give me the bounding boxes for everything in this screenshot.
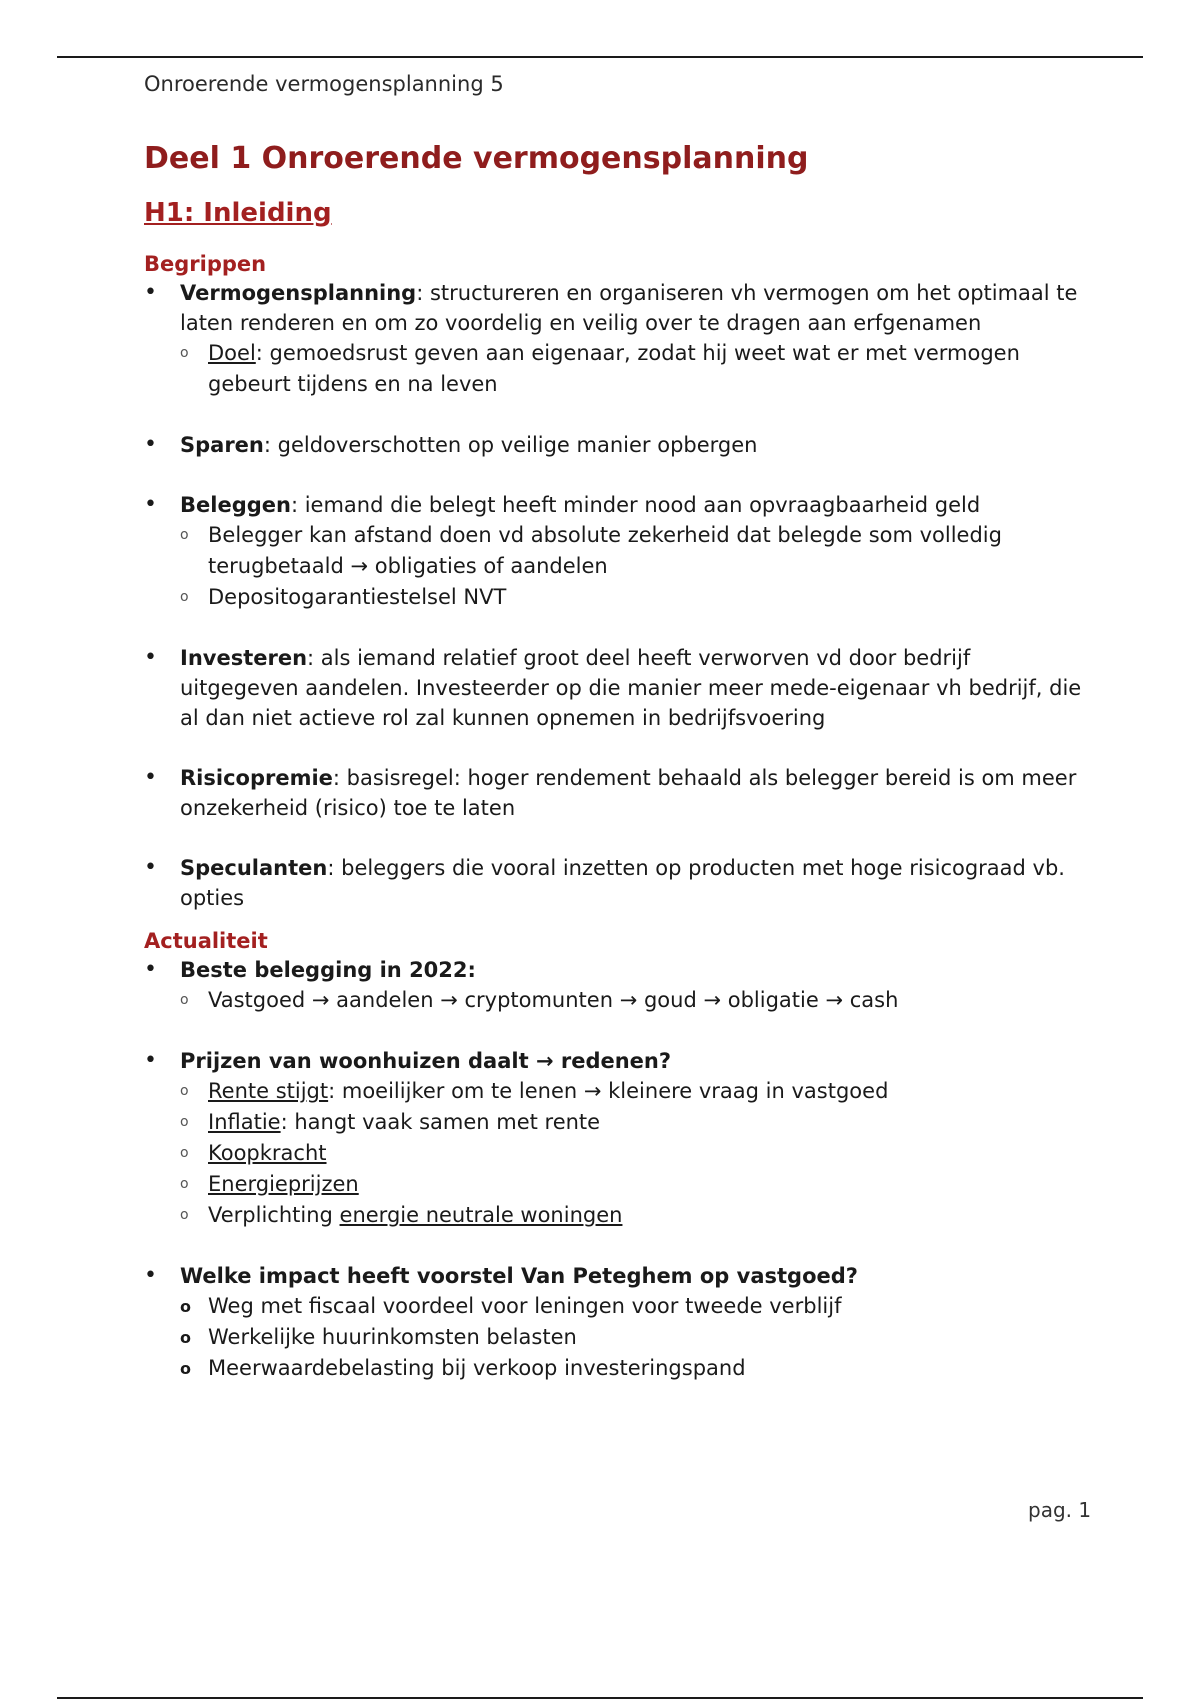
- definition: : basisregel: hoger rendement behaald als belegger bereid is om meer onzekerheid (risico) toe te laten: [180, 766, 1077, 820]
- chapter-heading: H1: Inleiding: [144, 198, 332, 228]
- list-item: [144, 763, 1094, 823]
- term: Beste belegging in 2022:: [180, 958, 476, 982]
- sub-list: [180, 985, 1094, 1016]
- underlined-term: Doel: [208, 341, 256, 365]
- sub-text: : moeilijker om te lenen → kleinere vraag in vastgoed: [328, 1079, 889, 1103]
- list-item: [144, 1046, 1094, 1231]
- underlined-term: energie neutrale woningen: [339, 1203, 623, 1227]
- underlined-term: Inflatie: [208, 1110, 281, 1134]
- part-heading: Deel 1 Onroerende vermogensplanning: [144, 141, 809, 176]
- definition: : als iemand relatief groot deel heeft verworven vd door bedrijf uitgegeven aandelen. Investeerder op die manier meer mede-eigenaar vh bedrijf, die al dan niet actieve rol zal kunnen opnemen in bedrijfsvoering: [180, 646, 1082, 730]
- bullet: •: [144, 280, 157, 305]
- sub-list-item: [180, 1107, 1094, 1138]
- begrippen-list: [144, 278, 1094, 913]
- underlined-term: Koopkracht: [208, 1141, 327, 1165]
- actualiteit-list: [144, 955, 1094, 1384]
- list-item: [144, 955, 1094, 1016]
- sub-bullet: o: [180, 1114, 189, 1130]
- bullet: •: [144, 645, 157, 670]
- sub-bullet: o: [180, 527, 189, 543]
- term: Beleggen: [180, 493, 291, 517]
- section-heading-begrippen: Begrippen: [144, 252, 267, 276]
- term: Welke impact heeft voorstel Van Peteghem op vastgoed?: [180, 1264, 858, 1288]
- sub-bullet: o: [180, 345, 189, 361]
- sub-text: Vastgoed → aandelen → cryptomunten → goud → obligatie → cash: [208, 988, 899, 1012]
- sub-list-item: [180, 1138, 1094, 1169]
- sub-list: [180, 1076, 1094, 1231]
- bullet: •: [144, 432, 157, 457]
- term: Risicopremie: [180, 766, 333, 790]
- sub-list: [180, 520, 1094, 613]
- sub-bullet: o: [180, 1328, 191, 1347]
- sub-bullet: o: [180, 1083, 189, 1099]
- sub-list-item: [180, 1353, 1094, 1384]
- sub-list-item: [180, 582, 1094, 613]
- term: Sparen: [180, 433, 264, 457]
- bullet: •: [144, 765, 157, 790]
- definition: : iemand die belegt heeft minder nood aan opvraagbaarheid geld: [290, 493, 981, 517]
- list-item: [144, 1261, 1094, 1384]
- bullet: •: [144, 957, 157, 982]
- list-item: [144, 278, 1094, 400]
- sub-list-item: [180, 520, 1094, 582]
- underlined-term: Rente stijgt: [208, 1079, 329, 1103]
- sub-bullet: o: [180, 1176, 189, 1192]
- sub-list-item: [180, 1076, 1094, 1107]
- sub-text: : hangt vaak samen met rente: [280, 1110, 601, 1134]
- sub-text: Depositogarantiestelsel NVT: [208, 585, 507, 609]
- bullet: •: [144, 492, 157, 517]
- sub-list: [180, 338, 1094, 400]
- sub-list-item: [180, 1322, 1094, 1353]
- sub-bullet: o: [180, 589, 189, 605]
- document-body: [144, 138, 1094, 1384]
- term: Investeren: [180, 646, 308, 670]
- sub-bullet: o: [180, 992, 189, 1008]
- sub-list-item: [180, 1169, 1094, 1200]
- term: Vermogensplanning: [180, 281, 417, 305]
- underlined-term: Energieprijzen: [208, 1172, 359, 1196]
- definition: : beleggers die vooral inzetten op producten met hoge risicograad vb. opties: [180, 856, 1065, 910]
- bullet: •: [144, 855, 157, 880]
- bullet: •: [144, 1263, 157, 1288]
- sub-list-item: [180, 985, 1094, 1016]
- list-item: [144, 490, 1094, 613]
- definition: : structureren en organiseren vh vermogen om het optimaal te laten renderen en om zo voordelig en veilig over te dragen aan erfgenamen: [180, 281, 1078, 335]
- term: Prijzen van woonhuizen daalt → redenen?: [180, 1049, 672, 1073]
- sub-bullet: o: [180, 1297, 191, 1316]
- term: Speculanten: [180, 856, 328, 880]
- sub-text: Verplichting: [208, 1203, 340, 1227]
- sub-bullet: o: [180, 1145, 189, 1161]
- definition: : geldoverschotten op veilige manier opbergen: [263, 433, 758, 457]
- sub-list-item: [180, 1291, 1094, 1322]
- sub-list-item: [180, 1200, 1094, 1231]
- sub-text: Meerwaardebelasting bij verkoop investeringspand: [208, 1356, 746, 1380]
- section-heading-actualiteit: Actualiteit: [144, 929, 268, 953]
- sub-text: Werkelijke huurinkomsten belasten: [208, 1325, 577, 1349]
- sub-text: : gemoedsrust geven aan eigenaar, zodat hij weet wat er met vermogen gebeurt tijdens en na leven: [208, 341, 1020, 396]
- sub-list: [180, 1291, 1094, 1384]
- sub-list-item: [180, 338, 1094, 400]
- page-number: pag. 1: [1028, 1498, 1092, 1522]
- sub-bullet: o: [180, 1207, 189, 1223]
- bullet: •: [144, 1048, 157, 1073]
- sub-text: Belegger kan afstand doen vd absolute zekerheid dat belegde som volledig terugbetaald → obligaties of aandelen: [208, 523, 1002, 578]
- sub-bullet: o: [180, 1359, 191, 1378]
- list-item: [144, 430, 1094, 460]
- top-rule: [57, 56, 1143, 58]
- list-item: [144, 643, 1094, 733]
- running-header: Onroerende vermogensplanning 5: [144, 72, 504, 96]
- sub-text: Weg met fiscaal voordeel voor leningen voor tweede verblijf: [208, 1294, 842, 1318]
- list-item: [144, 853, 1094, 913]
- bottom-rule: [57, 1697, 1143, 1699]
